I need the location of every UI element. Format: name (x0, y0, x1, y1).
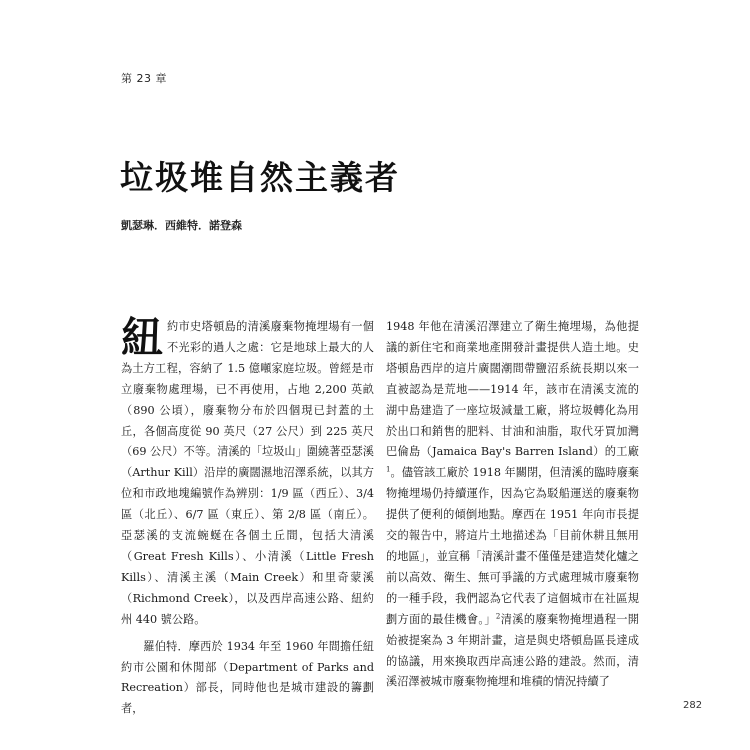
paragraph-3-part-2: 。儘管該工廠於 1918 年關閉，但清溪的臨時廢棄物掩埋場仍持續運作，因為它為駁船運送的廢棄物提供了便利的傾倒地點。摩西在 1951 年向市長提交的報告中，將這片土地描述為「目前休耕且無用的地區」，並宣稱「清溪計畫不僅僅是建造焚化爐之前以高效、衛生、無可爭議的方式處理城市廢棄物的一種手段，我們認為它代表了這個城市在社區規劃方面的最佳機會。」 (386, 466, 639, 626)
page-number: 282 (683, 700, 703, 711)
footnote-marker-2[interactable]: 2 (495, 611, 501, 620)
right-text-column (386, 317, 639, 693)
footnote-marker-1[interactable]: 1 (386, 465, 391, 474)
paragraph-1-text: 約市史塔頓島的清溪廢棄物掩埋場有一個不光彩的過人之處：它是地球上最大的人為土方工程，容納了 1.5 億噸家庭垃圾。曾經是市立廢棄物處理場，已不再使用，占地 2,200 英畝（890 公頃），廢棄物分布於四個現已封蓋的土丘，各個高度從 90 英尺（27 公尺）到 225 英尺（69 公尺）不等。清溪的「垃圾山」圍繞著亞瑟溪（Arthur Kill）沿岸的廣闊濕地沼澤系統，以其方位和市政地塊編號作為辨別：1/9 區（西丘）、3/4 區（北丘）、6/7 區（東丘）、第 2/8 區（南丘）。亞瑟溪的支流蜿蜒在各個土丘間，包括大清溪（Great Fresh Kills）、小清溪（Little Fresh Kills）、清溪主溪（Main Creek）和里奇蒙溪（Richmond Creek），以及西岸高速公路、紐約州 440 號公路。 (121, 320, 374, 626)
author-byline: 凱瑟琳．西維特．諾登森 (121, 219, 242, 232)
drop-cap: 紐 (121, 313, 164, 362)
paragraph-3 (386, 317, 639, 693)
paragraph-3-part-1: 1948 年他在清溪沼澤建立了衛生掩埋場，為他提議的新住宅和商業地產開發計畫提供人造土地。史塔頓島西岸的這片廣闊潮間帶鹽沼系統長期以來一直被認為是荒地——1914 年，該市在清溪支流的湖中島建造了一座垃圾減量工廠，將垃圾轉化為用於出口和銷售的肥料、甘油和油脂，取代牙買加灣巴倫島（Jamaica Bay's Barren Island）的工廠 (386, 320, 639, 459)
chapter-title: 垃圾堆自然主義者 (120, 158, 400, 197)
chapter-label: 第 23 章 (121, 72, 167, 85)
paragraph-3-part-3: 清溪的廢棄物掩埋過程一開始被提案為 3 年期計畫，這是與史塔頓島區長達成的協議，用來換取西岸高速公路的建設。然而，清溪沼澤被城市廢棄物掩埋和堆積的情況持續了 (386, 612, 639, 689)
paragraph-2: 羅伯特．摩西於 1934 年至 1960 年間擔任紐約市公園和休閒部（Department of Parks and Recreation）部長，同時他也是城市建設的籌劃者， (121, 639, 374, 716)
left-text-column (121, 313, 374, 720)
paragraph-1 (121, 313, 374, 631)
